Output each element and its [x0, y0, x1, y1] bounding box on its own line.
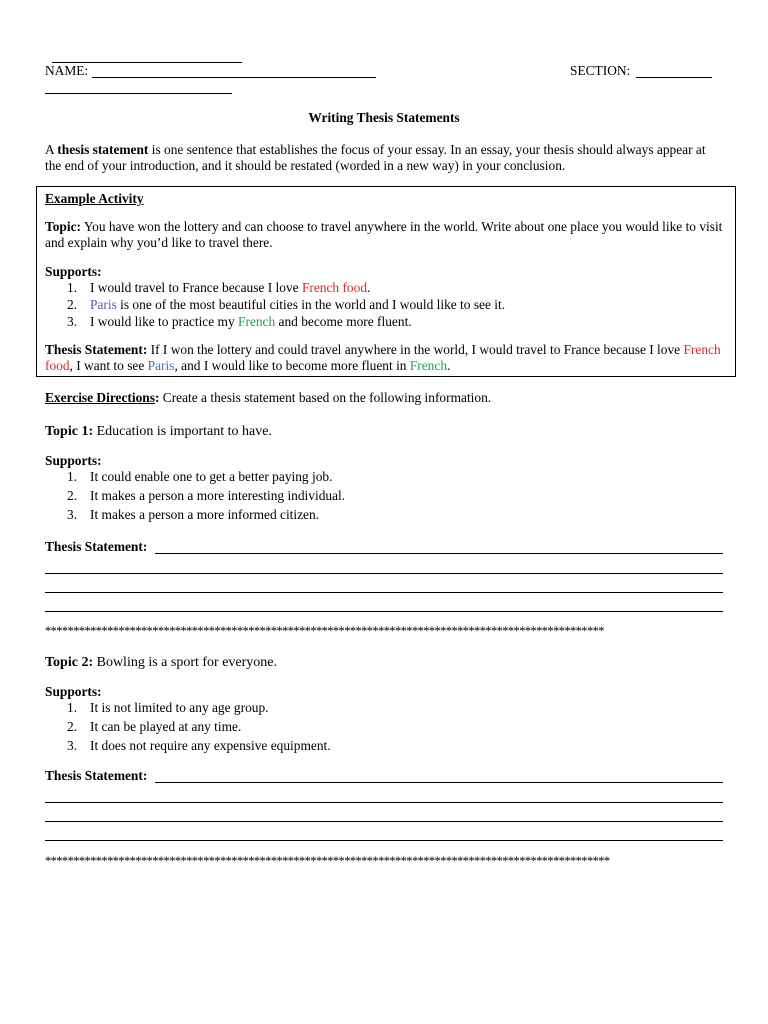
- topic1-answer-line-2[interactable]: [45, 573, 723, 574]
- topic1-answer-line-1[interactable]: [155, 553, 723, 554]
- topic1-answer-line-4[interactable]: [45, 611, 723, 612]
- intro-text: is one sentence that establishes the focus of your essay. In an essay, your thesis should always appear at the end of your introduction, and it should be restated (worded in a new way) in your conclusion.: [45, 142, 706, 173]
- example-topic-text: You have won the lottery and can choose to travel anywhere in the world. Write about one place you would like to visit and explain why you’d like to travel there.: [45, 219, 723, 250]
- topic1-thesis-label: Thesis Statement:: [45, 539, 148, 554]
- topic2-answer-line-3[interactable]: [45, 821, 723, 822]
- example-heading: Example Activity: [45, 191, 144, 206]
- intro-article: A: [45, 142, 58, 157]
- page-title: Writing Thesis Statements: [308, 110, 460, 125]
- list-item: 1. It could enable one to get a better paying job.: [67, 469, 333, 484]
- list-item: 2. It makes a person a more interesting individual.: [67, 488, 346, 503]
- topic1-supports-label: Supports:: [45, 453, 102, 468]
- topic2-answer-line-2[interactable]: [45, 802, 723, 803]
- list-item: 3. I would like to practice my French and become more fluent.: [67, 314, 412, 329]
- list-item: 3. It makes a person a more informed citizen.: [67, 507, 320, 522]
- example-supports-label: Supports:: [45, 264, 102, 279]
- intro-term: thesis statement: [57, 142, 149, 157]
- topic2-label: Topic 2:: [45, 655, 94, 670]
- topic1-supports-list: [67, 469, 345, 524]
- topic2-answer-line-1[interactable]: [155, 782, 723, 783]
- directions-text: Create a thesis statement based on the following information.: [159, 390, 492, 405]
- exercise-directions: Exercise Directions: Create a thesis statement based on the following information.: [45, 390, 492, 405]
- name-input-line[interactable]: [92, 77, 376, 78]
- topic2-answer-line-4[interactable]: [45, 840, 723, 841]
- list-item: 2. It can be played at any time.: [67, 719, 242, 734]
- example-topic: [45, 219, 725, 251]
- list-item: 1. I would travel to France because I love French food.: [67, 280, 371, 295]
- separator-2: ****************************************************************************************************: [45, 854, 610, 868]
- highlight-french-food: French food: [301, 280, 368, 295]
- directions-label: Exercise Directions: [45, 390, 155, 405]
- highlight-french: French: [238, 314, 276, 329]
- example-thesis-label: Thesis Statement:: [45, 342, 148, 357]
- topic2-thesis-label: Thesis Statement:: [45, 768, 148, 783]
- example-topic-label: Topic:: [45, 219, 81, 234]
- highlight-paris: Paris: [90, 297, 117, 312]
- topic2: [45, 655, 277, 671]
- name-label: NAME:: [45, 63, 89, 78]
- topic2-supports-list: [67, 700, 331, 755]
- list-item: 1. It is not limited to any age group.: [67, 700, 269, 715]
- topic1-text: Education is important to have.: [93, 424, 272, 439]
- topic1: [45, 424, 272, 440]
- header-sub-rule: [45, 93, 232, 94]
- separator-1: ***************************************************************************************************: [45, 624, 604, 638]
- section-input-line[interactable]: [636, 77, 712, 78]
- list-item: 2. Paris is one of the most beautiful cities in the world and I would like to see it.: [67, 297, 506, 312]
- example-thesis: Thesis Statement: If I won the lottery and could travel anywhere in the world, I would travel to France because I love French food, I want to see Paris, and I would like to become more fluent in French.: [45, 342, 721, 373]
- list-item: 3. It does not require any expensive equipment.: [67, 738, 331, 753]
- topic2-supports-label: Supports:: [45, 684, 102, 699]
- topic1-answer-line-3[interactable]: [45, 592, 723, 593]
- example-supports-list: [67, 280, 505, 331]
- intro-paragraph: [45, 142, 721, 174]
- section-label: SECTION:: [570, 63, 631, 78]
- topic2-text: Bowling is a sport for everyone.: [93, 655, 278, 670]
- topic1-label: Topic 1:: [45, 424, 94, 439]
